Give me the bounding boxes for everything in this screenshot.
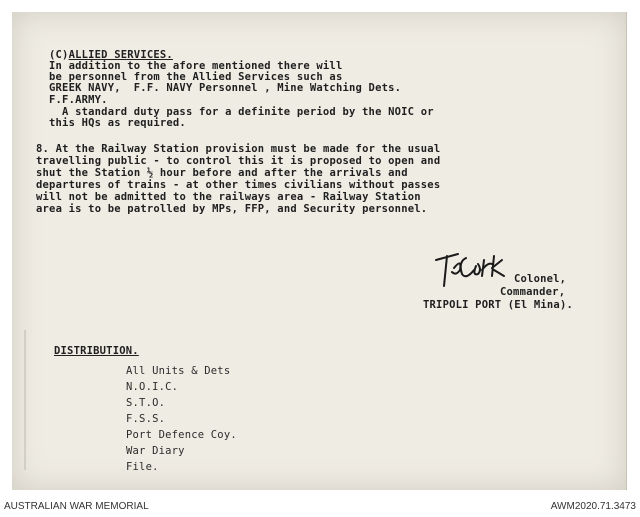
section-8-line: travelling public - to control this it is proposed to open and xyxy=(36,155,441,167)
section-c-title: ALLIED SERVICES. xyxy=(68,49,173,61)
section-c-line: this HQs as required. xyxy=(49,117,186,129)
distribution-item: N.O.I.C. xyxy=(126,381,179,393)
signatory-title: Commander, xyxy=(500,286,566,298)
section-8-line: area is to be patrolled by MPs, FFP, and Security personnel. xyxy=(36,203,428,215)
distribution-item: File. xyxy=(126,461,159,473)
signatory-unit: TRIPOLI PORT (El Mina). xyxy=(423,299,573,311)
footer-institution: AUSTRALIAN WAR MEMORIAL xyxy=(4,501,149,512)
distribution-heading: DISTRIBUTION. xyxy=(54,345,139,357)
distribution-item: F.S.S. xyxy=(126,413,166,425)
footer-catalog-id: AWM2020.71.3473 xyxy=(550,501,636,512)
distribution-item: S.T.O. xyxy=(126,397,166,409)
section-c-line: F.F.ARMY. xyxy=(49,94,108,106)
section-c-line: be personnel from the Allied Services such as xyxy=(49,71,343,83)
section-c-prefix: (C) xyxy=(49,49,69,61)
section-c-line: A standard duty pass for a definite period by the NOIC or xyxy=(49,106,434,118)
distribution-item: War Diary xyxy=(126,445,185,457)
section-8-line: 8. At the Railway Station provision must be made for the usual xyxy=(36,143,441,155)
section-c-line: GREEK NAVY, F.F. NAVY Personnel , Mine Watching Dets. xyxy=(49,82,402,94)
section-8-line: departures of trains - at other times civilians without passes xyxy=(36,179,441,191)
distribution-item: All Units & Dets xyxy=(126,365,231,377)
signatory-rank: Colonel, xyxy=(514,273,567,285)
section-8-line: will not be admitted to the railways area - Railway Station xyxy=(36,191,421,203)
section-8-line: shut the Station ½ hour before and after the arrivals and xyxy=(36,167,408,179)
paper-crease xyxy=(24,330,26,470)
section-c-line: In addition to the afore mentioned there will xyxy=(49,60,343,72)
distribution-item: Port Defence Coy. xyxy=(126,429,237,441)
